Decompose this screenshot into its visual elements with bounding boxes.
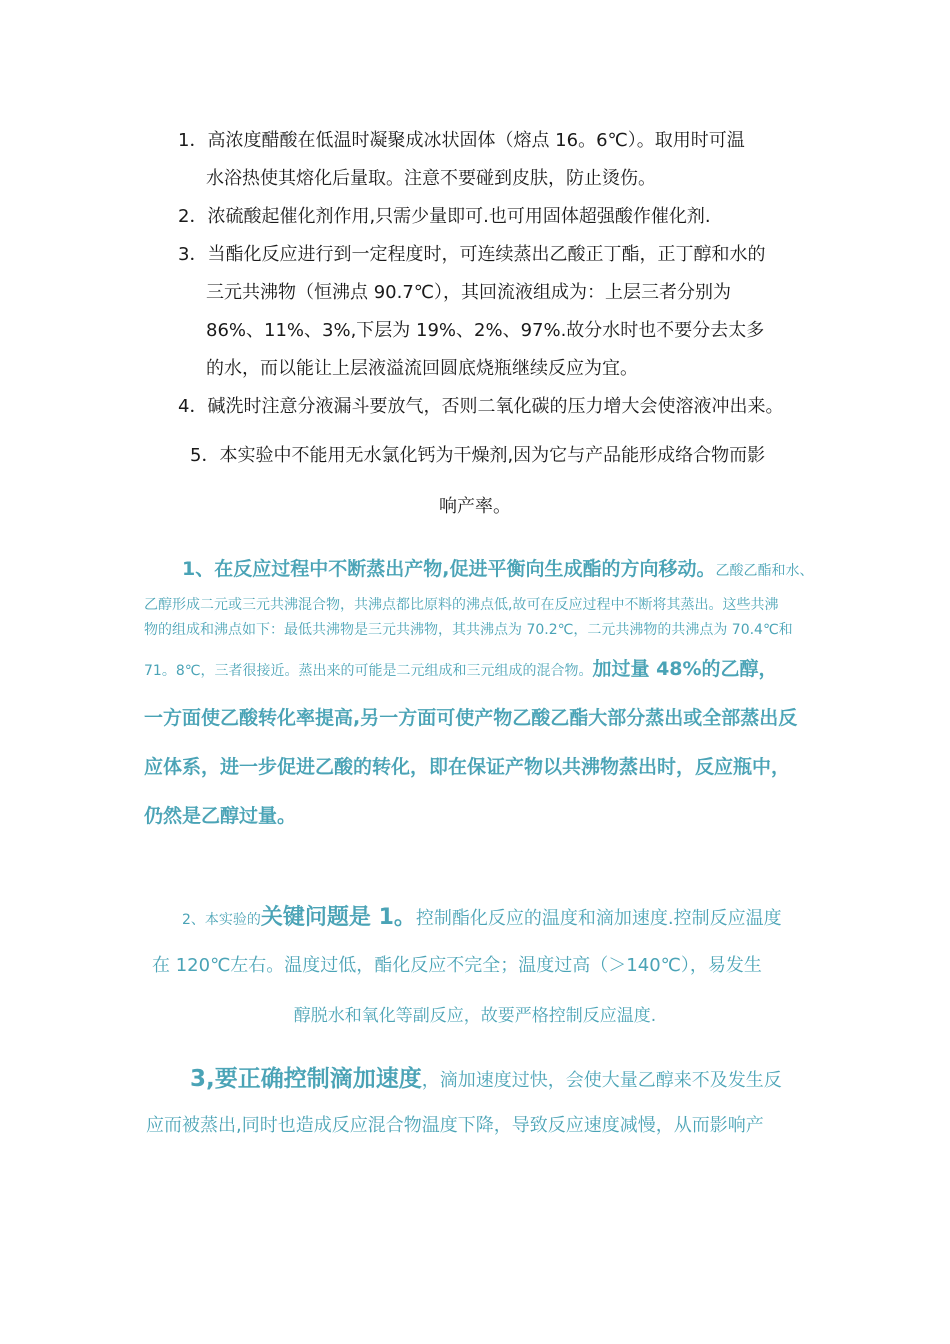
section-2-text: 控制酯化反应的温度和滴加速度.控制反应温度 (415, 908, 782, 929)
section-2-line-1 (182, 900, 782, 931)
section-1-line-3: 物的组成和沸点如下：最低共沸物是三元共沸物，其共沸点为 70.2℃，二元共沸物的共沸点为 70.4℃和 (144, 622, 793, 638)
section-1-lead: 乙酸乙酯和水、 (715, 563, 814, 579)
section-2-prefix: 2、本实验的 (182, 912, 261, 928)
note-3-line-4: 的水，而以能让上层液溢流回圆底烧瓶继续反应为宜。 (206, 358, 638, 379)
section-1-text: 71。8℃，三者很接近。蒸出来的可能是二元组成和三元组成的混合物。 (144, 663, 593, 679)
note-4: 4．碱洗时注意分液漏斗要放气，否则二氧化碳的压力增大会使溶液冲出来。 (178, 396, 784, 417)
section-3-text: ，滴加速度过快，会使大量乙醇来不及发生反 (421, 1070, 782, 1091)
section-3-heading: 3,要正确控制滴加速度 (190, 1066, 422, 1092)
note-2: 2．浓硫酸起催化剂作用,只需少量即可.也可用固体超强酸作催化剂. (178, 206, 711, 227)
section-1-line-6: 应体系，进一步促进乙酸的转化，即在保证产物以共沸物蒸出时，反应瓶中， (144, 756, 791, 778)
note-3-line-3: 86%、11%、3%,下层为 19%、2%、97%.故分水时也不要分去太多 (206, 320, 765, 341)
note-5-line-1: 5．本实验中不能用无水氯化钙为干燥剂,因为它与产品能形成络合物而影 (190, 445, 766, 466)
note-5-line-2: 响产率。 (439, 496, 511, 517)
section-2-line-3: 醇脱水和氧化等副反应，故要严格控制反应温度. (293, 1006, 657, 1026)
section-3-line-2: 应而被蒸出,同时也造成反应混合物温度下降，导致反应速度减慢，从而影响产 (146, 1115, 764, 1136)
section-2-line-2: 在 120℃左右。温度过低，酯化反应不完全；温度过高（＞140℃），易发生 (152, 955, 762, 976)
note-1-line-1: 1．高浓度醋酸在低温时凝聚成冰状固体（熔点 16。6℃）。取用时可温 (178, 130, 745, 151)
section-1-heading: 1、在反应过程中不断蒸出产物,促进平衡向生成酯的方向移动。 (182, 558, 716, 580)
section-1-line-1 (182, 554, 813, 581)
section-1-line-2: 乙醇形成二元或三元共沸混合物，共沸点都比原料的沸点低,故可在反应过程中不断将其蒸出。这些共沸 (144, 597, 779, 613)
section-2-heading: 关键问题是 1。 (260, 905, 416, 930)
section-1-line-4 (144, 654, 778, 681)
note-1-line-2: 水浴热使其熔化后量取。注意不要碰到皮肤，防止烫伤。 (206, 168, 656, 189)
section-3-line-1 (190, 1060, 782, 1093)
note-3-line-1: 3．当酯化反应进行到一定程度时，可连续蒸出乙酸正丁酯，正丁醇和水的 (178, 244, 766, 265)
section-1-line-7: 仍然是乙醇过量。 (144, 805, 297, 827)
section-1-line-5: 一方面使乙酸转化率提高,另一方面可使产物乙酸乙酯大部分蒸出或全部蒸出反 (144, 707, 798, 729)
section-1-emphasis: 加过量 48%的乙醇， (592, 658, 778, 680)
note-3-line-2: 三元共沸物（恒沸点 90.7℃），其回流液组成为：上层三者分别为 (206, 282, 732, 303)
